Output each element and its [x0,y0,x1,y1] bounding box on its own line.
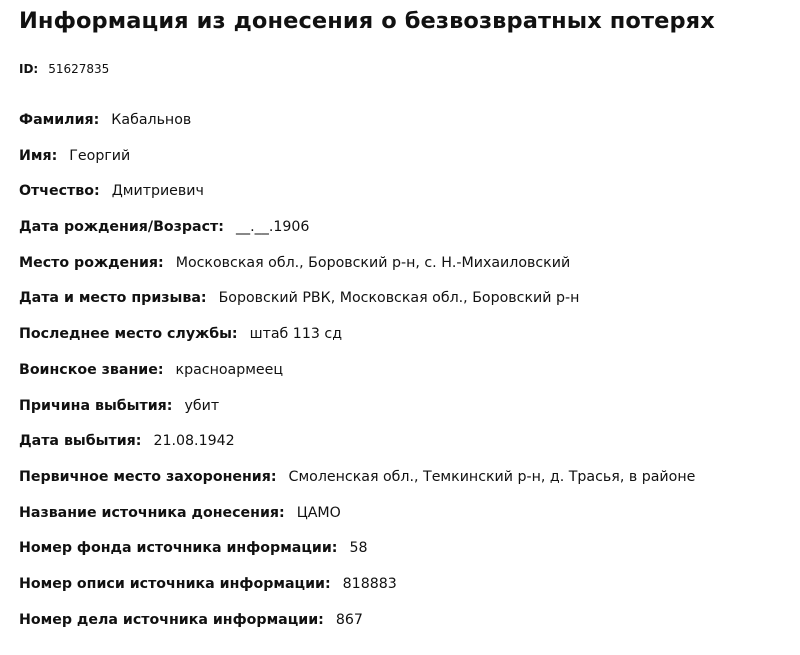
field-value: 58 [349,540,368,557]
field-birth-place [19,252,695,288]
page-title: Информация из донесения о безвозвратных потерях [19,8,715,34]
field-value: Кабальнов [111,112,192,128]
field-label: Название источника донесения: [19,504,285,521]
record-id-label: ID: [19,62,39,76]
field-patronymic [19,180,695,216]
field-label: Отчество: [19,183,100,200]
field-label: Имя: [19,147,58,164]
field-label: Место рождения: [19,254,164,271]
field-value: 818883 [342,575,397,592]
field-label: Первичное место захоронения: [19,468,277,485]
field-value: Боровский РВК, Московская обл., Боровский р-н [218,290,580,307]
field-conscription [19,287,695,323]
field-rank [19,359,695,395]
field-label: Номер описи источника информации: [19,575,331,592]
field-value: Георгий [69,147,131,164]
field-first-name [19,145,695,181]
field-value: 867 [335,611,363,628]
record-fields [19,109,695,644]
record-id [19,62,109,76]
field-last-service [19,323,695,359]
field-value: Московская обл., Боровский р-н, с. Н.-Михаиловский [175,254,571,271]
field-label: Воинское звание: [19,361,164,378]
field-label: Фамилия: [19,112,100,128]
field-loss-reason [19,395,695,431]
field-label: Номер дела источника информации: [19,611,324,628]
field-label: Дата выбытия: [19,433,142,450]
record-id-value: 51627835 [48,62,110,76]
field-delo-number [19,609,695,645]
field-birth-date [19,216,695,252]
field-label: Дата рождения/Возраст: [19,219,224,236]
field-value: убит [184,397,220,414]
field-value: ЦАМО [296,504,341,521]
field-label: Номер фонда источника информации: [19,540,338,557]
field-label: Дата и место призыва: [19,290,207,307]
field-value: __.__.1906 [235,219,310,236]
field-opis-number [19,573,695,609]
field-value: штаб 113 сд [249,326,343,343]
field-value: Смоленская обл., Темкинский р-н, д. Трасья, в районе [288,468,696,485]
field-fond-number [19,537,695,573]
field-loss-date [19,430,695,466]
field-label: Последнее место службы: [19,326,238,343]
field-source-name [19,502,695,538]
field-value: 21.08.1942 [153,433,235,450]
field-burial-place [19,466,695,502]
field-value: Дмитриевич [111,183,204,200]
field-surname [19,109,695,145]
field-value: красноармеец [175,361,284,378]
field-label: Причина выбытия: [19,397,173,414]
